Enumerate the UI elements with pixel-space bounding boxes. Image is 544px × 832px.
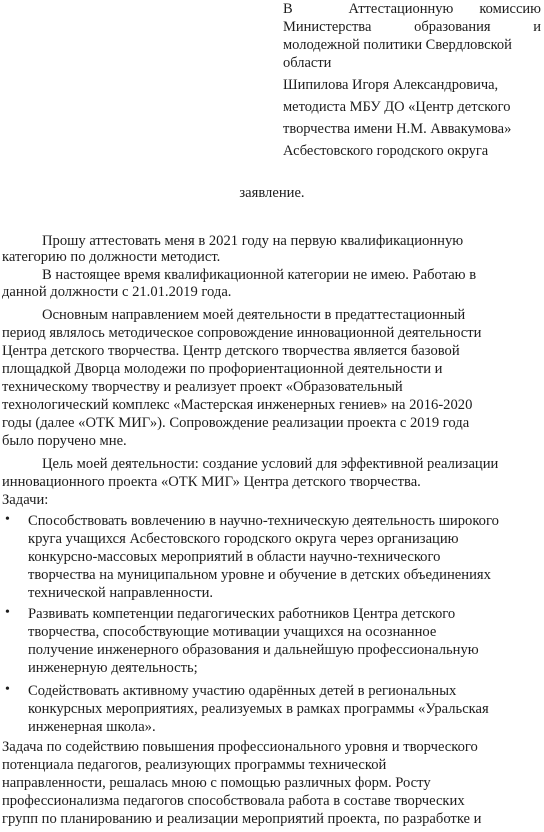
task-line: технической направленности. [28,585,214,601]
task-line: круга учащихся Асбестовского городского округа через организацию [28,531,459,547]
task-line: инженерную деятельность; [28,660,198,676]
paragraph-line: данной должности с 21.01.2019 года. [2,284,232,300]
paragraph-line: направленности, решалась мною с помощью различных форм. Росту [2,775,431,791]
paragraph-line: групп по планированию и реализации мероприятий проекта, по разработке и [2,811,482,827]
address-line-4: области [283,55,332,71]
task-line: Содействовать активному участию одарённых детей в региональных [28,683,457,699]
paragraph-line: категорию по должности методист. [2,249,221,265]
task-line: Развивать компетенции педагогических работников Центра детского [28,606,456,622]
document-title: заявление. [239,185,305,201]
address-line-8: Асбестовского городского округа [283,143,489,159]
address-line-6: методиста МБУ ДО «Центр детского [283,99,511,115]
paragraph-line: Цель моей деятельности: создание условий для эффективной реализации [42,456,499,472]
task-line: конкурсных мероприятиях, реализуемых в рамках программы «Уральская [28,701,489,717]
paragraph-line: Задача по содействию повышения профессионального уровня и творческого [2,739,478,755]
task-line: конкурсно-массовых мероприятий в области научно-технического [28,549,441,565]
paragraph-line: технологический комплекс «Мастерская инженерных гениев» на 2016-2020 [2,397,473,413]
paragraph-line: площадкой Дворца молодежи по профориентационной деятельности и [2,361,443,377]
paragraph-line: инновационного проекта «ОТК МИГ» Центра детского творчества. [2,474,421,490]
task-line: творчества на муниципальном уровне и обучение в детских объединениях [28,567,491,583]
paragraph-line: техническому творчеству и реализует проект «Образовательный [2,379,403,395]
address-line-5: Шипилова Игоря Александровича, [283,77,499,93]
bullet-icon: • [5,512,10,527]
paragraph-line: было поручено мне. [2,433,127,449]
paragraph-line: профессионализма педагогов способствовала работа в составе творческих [2,793,465,809]
address-line-3: молодежной политики Свердловской [283,37,512,53]
address-line-1: В Аттестационную комиссию [283,1,541,17]
task-line: получение инженерного образования и дальнейшую профессиональную [28,642,479,658]
paragraph-line: Центра детского творчества. Центр детского творчества является базовой [2,343,460,359]
task-line: инженерная школа». [28,719,156,735]
tasks-heading: Задачи: [2,492,49,508]
bullet-icon: • [5,605,10,620]
addressee-block [283,0,543,160]
paragraph-line: Основным направлением моей деятельности в предаттестационный [42,307,466,323]
paragraph-line: Прошу аттестовать меня в 2021 году на первую квалификационную [42,233,464,249]
bullet-icon: • [5,682,10,697]
paragraph-line: В настоящее время квалификационной категории не имею. Работаю в [42,267,477,283]
task-line: Способствовать вовлечению в научно-техническую деятельность широкого [28,513,499,529]
paragraph-line: годы (далее «ОТК МИГ»). Сопровождение реализации проекта с 2019 года [2,415,470,431]
task-line: творчества, способствующие мотивации учащихся на осознанное [28,624,437,640]
address-line-7: творчества имени Н.М. Аввакумова» [283,121,512,137]
paragraph-line: период являлось методическое сопровождение инновационной деятельности [2,325,482,341]
address-line-2: Министерства образования и [283,19,541,35]
paragraph-line: потенциала педагогов, реализующих программы технической [2,757,387,773]
